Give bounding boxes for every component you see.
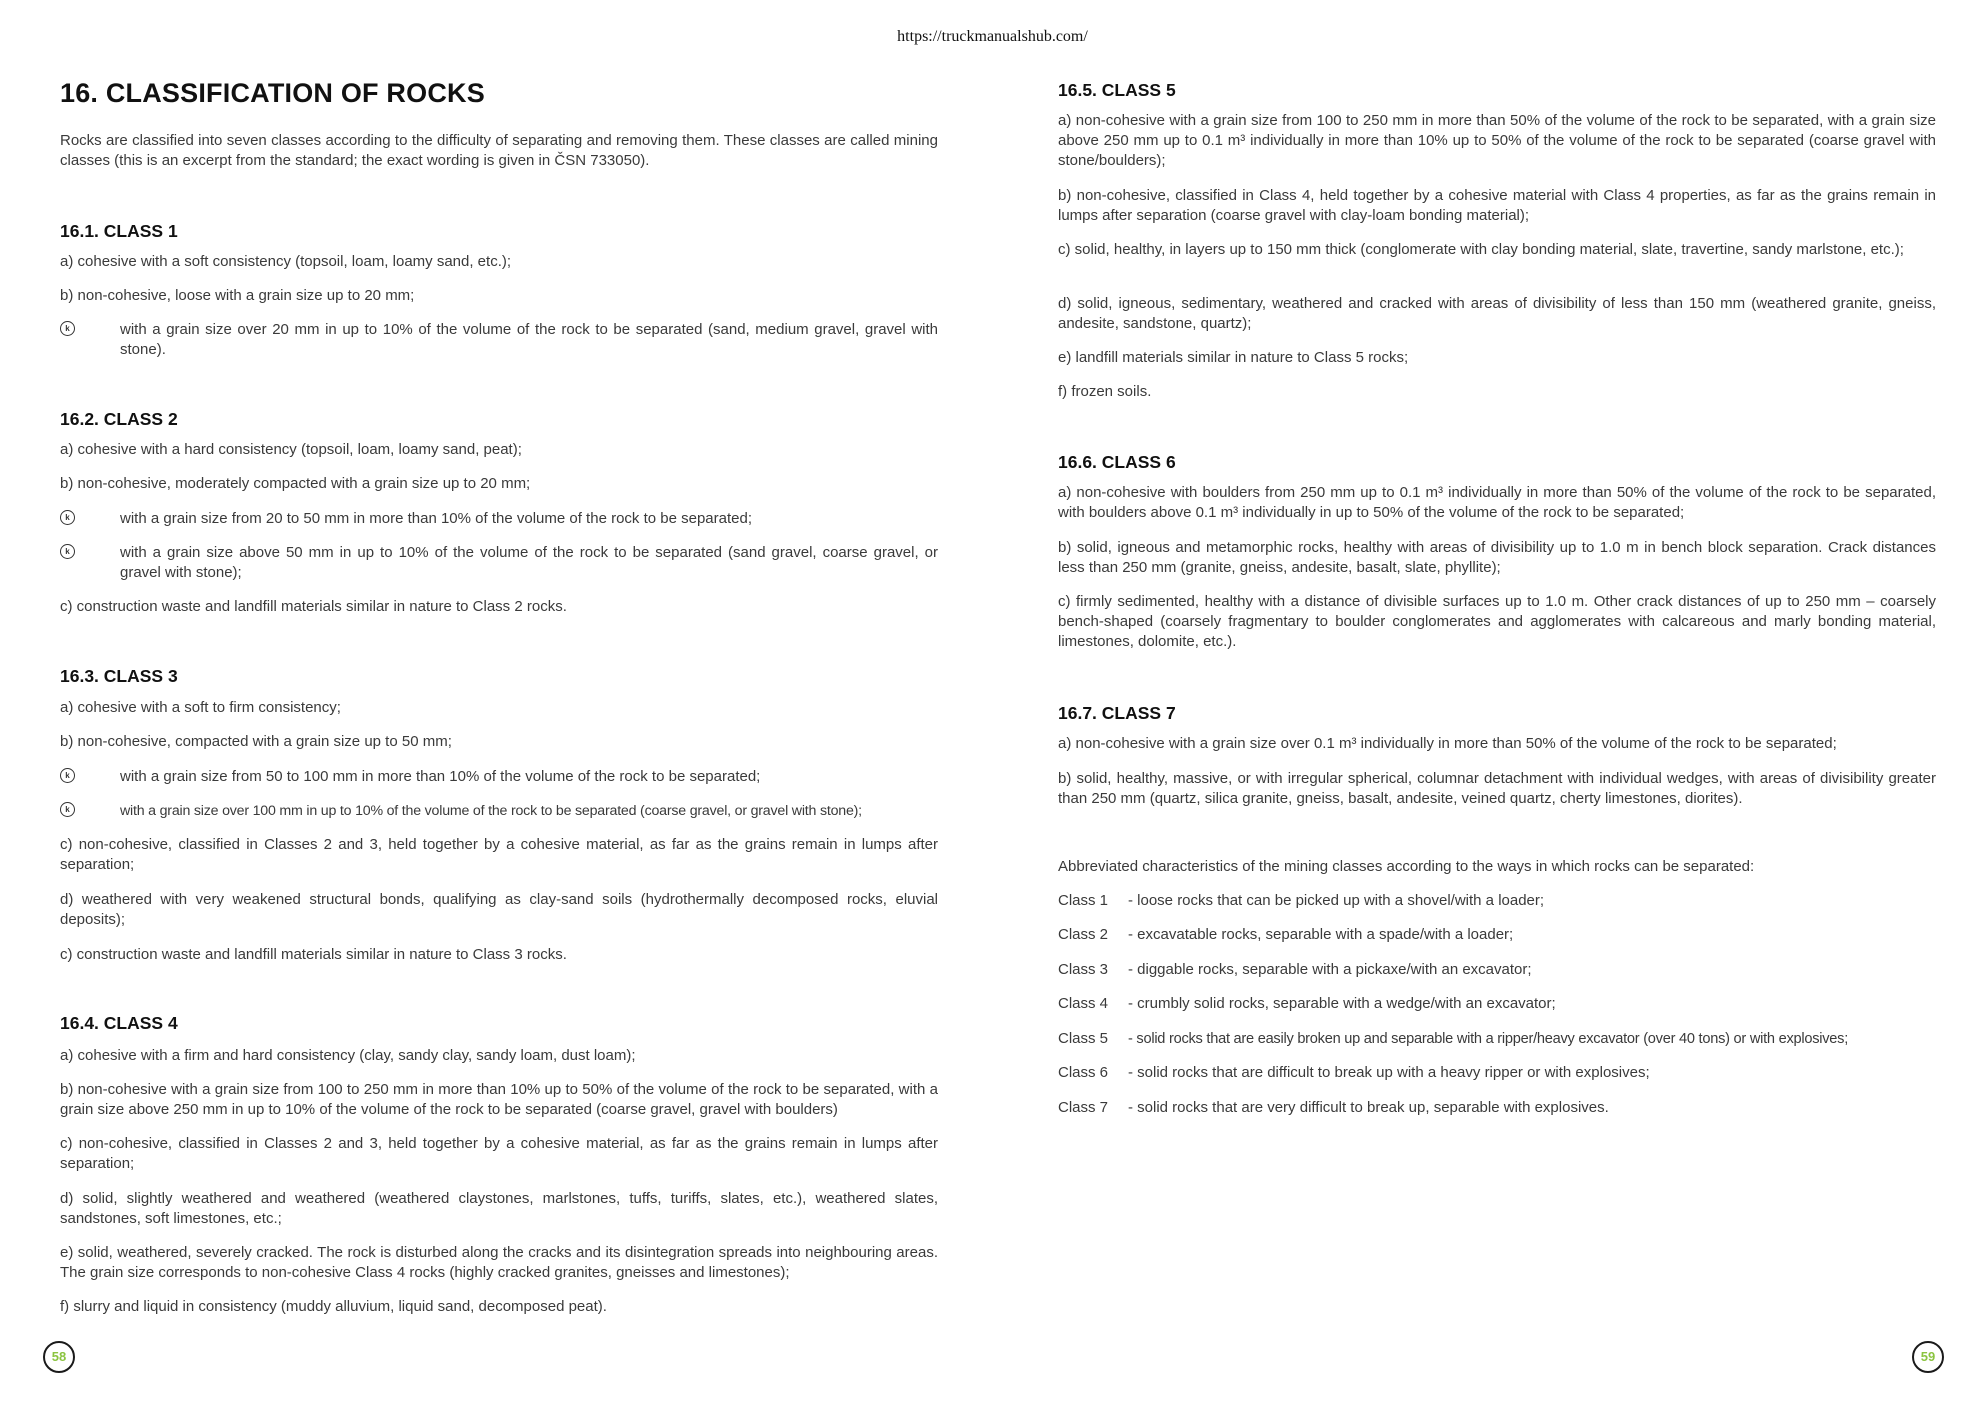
summary-class-desc: - solid rocks that are easily broken up and separable with a ripper/heavy excavator (over 40 tons) or with explosives; — [1128, 1031, 1849, 1047]
source-url: https://truckmanualshub.com/ — [897, 28, 1088, 45]
class4-item-f: f) slurry and liquid in consistency (muddy alluvium, liquid sand, decomposed peat). — [60, 1298, 607, 1315]
summary-class-name: Class 7 — [1058, 1099, 1109, 1116]
class4-title: 16.4. CLASS 4 — [60, 1013, 178, 1033]
summary-class-name: Class 6 — [1058, 1064, 1109, 1081]
page-number-left: 58 — [43, 1341, 75, 1373]
class1-title: 16.1. CLASS 1 — [60, 221, 178, 241]
class4-item-a: a) cohesive with a firm and hard consistency (clay, sandy clay, sandy loam, dust loam); — [60, 1047, 636, 1064]
summary-class-name: Class 5 — [1058, 1030, 1109, 1047]
summary-class-name: Class 4 — [1058, 995, 1109, 1012]
summary-class-name: Class 2 — [1058, 926, 1109, 943]
class5-item-e: e) landfill materials similar in nature to Class 5 rocks; — [1058, 349, 1409, 366]
summary-intro: Abbreviated characteristics of the mining classes according to the ways in which rocks can be separated: — [1058, 858, 1755, 875]
bullet-text: with a grain size above 50 mm in up to 10% of the volume of the rock to be separated (sand gravel, coarse gravel, or gravel with stone); — [120, 544, 938, 581]
class1-item-a: a) cohesive with a soft consistency (topsoil, loam, loamy sand, etc.); — [60, 253, 512, 270]
class2-item-a: a) cohesive with a hard consistency (topsoil, loam, loamy sand, peat); — [60, 441, 522, 458]
summary-class-desc: - diggable rocks, separable with a pickaxe/with an excavator; — [1128, 961, 1532, 978]
class5-title: 16.5. CLASS 5 — [1058, 80, 1176, 100]
summary-item — [1058, 925, 1936, 945]
bullet-k-icon: k — [60, 510, 75, 525]
class3-title: 16.3. CLASS 3 — [60, 666, 178, 686]
summary-item — [1058, 891, 1936, 911]
class7-item-b: b) solid, healthy, massive, or with irregular spherical, columnar detachment with individual wedges, with areas of divisibility greater than 250 mm (quartz, silica granite, gneiss, basalt, andesite, veined quartz, cherty limestones, diorites). — [1058, 770, 1936, 807]
summary-class-desc: - solid rocks that are difficult to break up with a heavy ripper or with explosives; — [1128, 1064, 1650, 1081]
class3-item-e: c) construction waste and landfill materials similar in nature to Class 3 rocks. — [60, 946, 567, 963]
class5-item-c: c) solid, healthy, in layers up to 150 mm thick (conglomerate with clay bonding material, slate, travertine, sandy marlstone, etc.); — [1058, 241, 1904, 258]
intro-paragraph: Rocks are classified into seven classes according to the difficulty of separating and removing them. These classes are called mining classes (this is an excerpt from the standard; the exact wording is given in ČSN 733050). — [60, 132, 938, 169]
summary-class-name: Class 3 — [1058, 961, 1109, 978]
class6-item-c: c) firmly sedimented, healthy with a distance of divisible surfaces up to 1.0 m. Other crack distances of up to 250 mm – coarsely bench-shaped (coarsely fragmentary to boulder conglomerates and agglomerates with calcareous and marly bonding material, limestones, dolomite, etc.). — [1058, 593, 1936, 650]
page-title: 16. CLASSIFICATION OF ROCKS — [60, 78, 485, 108]
class7-title: 16.7. CLASS 7 — [1058, 703, 1176, 723]
class5-item-f: f) frozen soils. — [1058, 383, 1152, 400]
summary-item — [1058, 994, 1936, 1014]
class4-item-e: e) solid, weathered, severely cracked. The rock is disturbed along the cracks and its disintegration spreads into neighbouring areas. The grain size corresponds to non-cohesive Class 4 rocks (highly cracked granites, gneisses and limestones); — [60, 1244, 938, 1281]
bullet-k-icon: k — [60, 544, 75, 559]
summary-item — [1058, 1098, 1936, 1118]
bullet-text: with a grain size over 100 mm in up to 10% of the volume of the rock to be separated (coarse gravel, or gravel with stone); — [120, 803, 862, 819]
bullet-text: with a grain size over 20 mm in up to 10% of the volume of the rock to be separated (sand, medium gravel, gravel with stone). — [120, 321, 938, 358]
class3-item-a: a) cohesive with a soft to firm consistency; — [60, 699, 341, 716]
class5-item-b: b) non-cohesive, classified in Class 4, held together by a cohesive material with Class 4 properties, as far as the grains remain in lumps after separation (coarse gravel with clay-loam bonding material); — [1058, 187, 1936, 224]
class6-item-b: b) solid, igneous and metamorphic rocks, healthy with areas of divisibility up to 1.0 m in bench block separation. Crack distances less than 250 mm (granite, gneiss, andesite, basalt, slate, phyllite); — [1058, 539, 1936, 576]
bullet-text: with a grain size from 20 to 50 mm in more than 10% of the volume of the rock to be separated; — [120, 510, 752, 527]
summary-class-desc: - excavatable rocks, separable with a spade/with a loader; — [1128, 926, 1514, 943]
class2-item-b: b) non-cohesive, moderately compacted with a grain size up to 20 mm; — [60, 475, 531, 492]
class3-item-b: b) non-cohesive, compacted with a grain size up to 50 mm; — [60, 733, 452, 750]
class3-item-d: d) weathered with very weakened structural bonds, qualifying as clay-sand soils (hydrothermally decomposed rocks, eluvial deposits); — [60, 891, 938, 928]
class4-item-c: c) non-cohesive, classified in Classes 2 and 3, held together by a cohesive material, as far as the grains remain in lumps after separation; — [60, 1135, 938, 1172]
page-number-right: 59 — [1912, 1341, 1944, 1373]
bullet-text: with a grain size from 50 to 100 mm in more than 10% of the volume of the rock to be separated; — [120, 768, 761, 785]
class6-item-a: a) non-cohesive with boulders from 250 mm up to 0.1 m³ individually in more than 50% of the volume of the rock to be separated, with boulders above 0.1 m³ individually in up to 50% of the volume of the rock to be separated; — [1058, 484, 1936, 521]
class5-item-a: a) non-cohesive with a grain size from 100 to 250 mm in more than 50% of the volume of the rock to be separated, with a grain size above 250 mm up to 0.1 m³ individually in more than 10% up to 50% of the volume of the rock to be separated (coarse gravel with stone/boulders); — [1058, 112, 1936, 169]
class2-title: 16.2. CLASS 2 — [60, 409, 178, 429]
summary-item — [1058, 960, 1936, 980]
summary-class-desc: - crumbly solid rocks, separable with a wedge/with an excavator; — [1128, 995, 1556, 1012]
summary-item — [1058, 1063, 1936, 1083]
summary-class-desc: - loose rocks that can be picked up with a shovel/with a loader; — [1128, 892, 1545, 909]
class3-item-c: c) non-cohesive, classified in Classes 2 and 3, held together by a cohesive material, as far as the grains remain in lumps after separation; — [60, 836, 938, 873]
summary-item — [1058, 1029, 1936, 1049]
bullet-k-icon: k — [60, 768, 75, 783]
class2-item-c: c) construction waste and landfill materials similar in nature to Class 2 rocks. — [60, 598, 567, 615]
class4-item-b: b) non-cohesive with a grain size from 100 to 250 mm in more than 10% up to 50% of the volume of the rock to be separated, with a grain size above 250 mm in up to 10% of the volume of the rock to be separated (coarse gravel, gravel with boulders) — [60, 1081, 938, 1118]
summary-class-desc: - solid rocks that are very difficult to break up, separable with explosives. — [1128, 1099, 1609, 1116]
class6-title: 16.6. CLASS 6 — [1058, 452, 1176, 472]
class1-item-b: b) non-cohesive, loose with a grain size up to 20 mm; — [60, 287, 415, 304]
summary-class-name: Class 1 — [1058, 892, 1109, 909]
class5-item-d: d) solid, igneous, sedimentary, weathered and cracked with areas of divisibility of less than 150 mm (weathered granite, gneiss, andesite, sandstone, quartz); — [1058, 295, 1936, 332]
class4-item-d: d) solid, slightly weathered and weathered (weathered claystones, marlstones, tuffs, turiffs, slates, etc.), weathered slates, sandstones, soft limestones, etc.; — [60, 1190, 938, 1227]
bullet-k-icon: k — [60, 802, 75, 817]
bullet-k-icon: k — [60, 321, 75, 336]
class7-item-a: a) non-cohesive with a grain size over 0.1 m³ individually in more than 50% of the volume of the rock to be separated; — [1058, 735, 1837, 752]
